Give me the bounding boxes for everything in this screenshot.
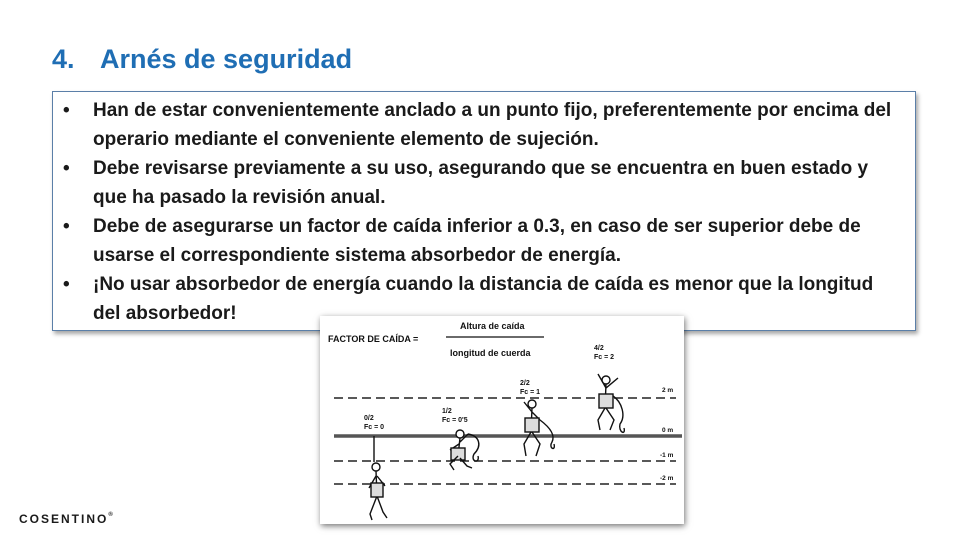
bullet-marker: • — [63, 100, 70, 121]
bullet-text: Debe revisarse previamente a su uso, asegurando que se encuentra en buen estado y que ha pasado la revisión anual. — [93, 158, 869, 208]
level-label-minus2m: -2 m — [660, 475, 674, 482]
worker-figure-fc0 — [369, 436, 387, 520]
bullet-marker: • — [63, 274, 70, 295]
level-label-0m: 0 m — [662, 427, 674, 434]
bullet-box — [52, 91, 916, 331]
case-ratio: 2/2 — [520, 380, 530, 387]
case-fc: Fc = 1 — [520, 389, 541, 396]
case-ratio: 4/2 — [594, 345, 604, 352]
bullet-item — [61, 96, 897, 154]
bullet-text: Debe de asegurarse un factor de caída inferior a 0.3, en caso de ser superior debe de usarse el correspondiente sistema absorbedor de energía. — [93, 216, 861, 266]
bullet-text: ¡No usar absorbedor de energía cuando la distancia de caída es menor que la longitud del absorbedor! — [93, 274, 874, 324]
bullet-item — [61, 212, 897, 270]
formula-label: FACTOR DE CAÍDA = — [328, 334, 419, 344]
fall-factor-diagram — [320, 316, 684, 524]
section-title: Arnés de seguridad — [100, 44, 353, 74]
cosentino-logo — [19, 512, 113, 526]
worker-figure-fc1 — [524, 400, 554, 456]
brand-name: COSENTINO — [19, 512, 109, 526]
fall-factor-svg — [320, 316, 684, 524]
case-fc: Fc = 0 — [364, 424, 385, 431]
section-number: 4. — [52, 44, 75, 74]
slide-title — [52, 44, 352, 75]
formula-denominator: longitud de cuerda — [450, 348, 531, 358]
bullet-text: Han de estar convenientemente anclado a un punto fijo, preferentemente por encima del operario mediante el conveniente elemento de sujeción. — [93, 100, 892, 150]
case-fc: Fc = 0'5 — [442, 417, 468, 424]
bullet-list — [61, 96, 897, 328]
level-label-minus1m: -1 m — [660, 452, 674, 459]
brand-mark: ® — [108, 512, 113, 518]
bullet-marker: • — [63, 216, 70, 237]
case-ratio: 0/2 — [364, 415, 374, 422]
bullet-item — [61, 154, 897, 212]
level-label-2m: 2 m — [662, 387, 674, 394]
formula-numerator: Altura de caída — [460, 321, 525, 331]
case-fc: Fc = 2 — [594, 354, 615, 361]
case-ratio: 1/2 — [442, 408, 452, 415]
worker-figure-fc2 — [598, 374, 624, 432]
bullet-marker: • — [63, 158, 70, 179]
